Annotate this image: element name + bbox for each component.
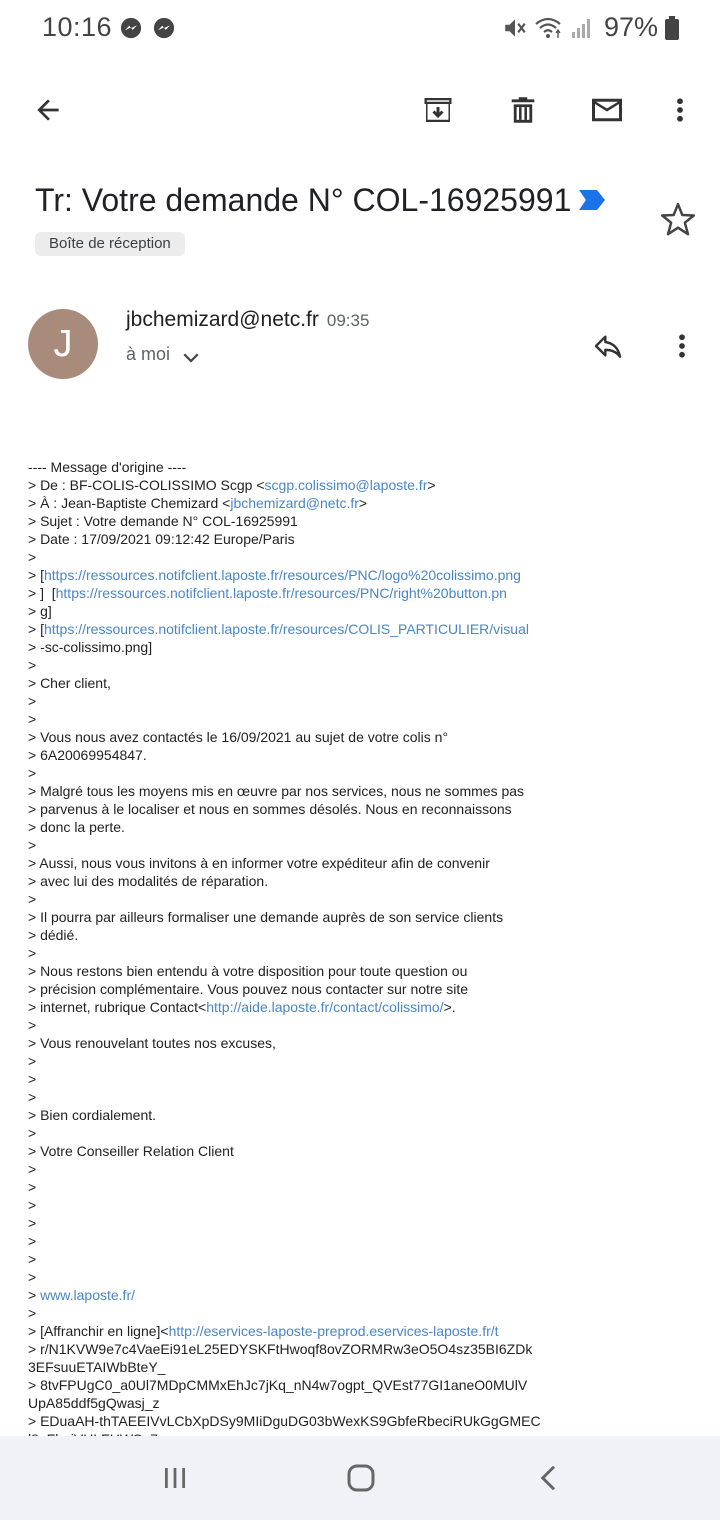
body-text-segment: > 8tvFPUgC0_a0Ul7MDpCMMxEhJc7jKq_nN4w7ogpt_QVEst77GI1aneO0MUlV <box>28 1377 528 1393</box>
body-line <box>28 1178 708 1196</box>
reply-button[interactable] <box>586 324 630 368</box>
body-line <box>28 1250 708 1268</box>
reply-icon <box>590 330 626 362</box>
body-line <box>28 782 708 800</box>
body-text-segment: > dédié. <box>28 927 79 943</box>
body-line <box>28 1088 708 1106</box>
subject-row <box>35 178 655 222</box>
body-link[interactable]: http://aide.laposte.fr/contact/colissimo/ <box>206 999 444 1015</box>
body-text-segment: > parvenus à le localiser et nous en sommes désolés. Nous en reconnaissons <box>28 801 512 817</box>
body-line <box>28 1124 708 1142</box>
body-line <box>28 962 708 980</box>
body-text-segment: > [ <box>28 567 44 583</box>
body-text-segment: > Vous nous avez contactés le 16/09/2021 au sujet de votre colis n° <box>28 729 449 745</box>
body-text-segment: > précision complémentaire. Vous pouvez nous contacter sur notre site <box>28 981 469 997</box>
body-line <box>28 1268 708 1286</box>
body-text-segment: > <box>28 945 37 961</box>
body-text-segment: > Cher client, <box>28 675 111 691</box>
body-text-segment: > Vous renouvelant toutes nos excuses, <box>28 1035 276 1051</box>
body-line <box>28 566 708 584</box>
body-text-segment: > internet, rubrique Contact< <box>28 999 207 1015</box>
inbox-label-chip[interactable]: Boîte de réception <box>35 232 185 256</box>
avatar[interactable]: J <box>28 309 98 379</box>
body-line <box>28 1340 708 1358</box>
body-text-segment: > [ <box>28 621 44 637</box>
body-line <box>28 1304 708 1322</box>
body-line <box>28 764 708 782</box>
body-line <box>28 1232 708 1250</box>
body-text-segment: > <box>28 711 37 727</box>
body-line <box>28 656 708 674</box>
archive-button[interactable] <box>414 86 462 134</box>
body-text-segment: > Date : 17/09/2021 09:12:42 Europe/Paris <box>28 531 295 547</box>
system-nav-bar <box>0 1436 720 1520</box>
body-text-segment: > <box>28 693 37 709</box>
body-line <box>28 602 708 620</box>
archive-icon <box>420 92 456 128</box>
recents-icon <box>160 1463 190 1493</box>
body-text-segment: > <box>28 1125 37 1141</box>
body-text-segment: ---- Message d'origine ---- <box>28 459 187 475</box>
body-line <box>28 1358 708 1376</box>
messenger-icon <box>153 17 175 39</box>
sender-name[interactable]: jbchemizard@netc.fr <box>126 308 319 331</box>
body-line <box>28 980 708 998</box>
body-line <box>28 1106 708 1124</box>
nav-back-icon <box>534 1463 564 1493</box>
mark-unread-icon <box>588 92 626 128</box>
body-text-segment: > Bien cordialement. <box>28 1107 157 1123</box>
body-line <box>28 494 708 512</box>
body-link[interactable]: scgp.colissimo@laposte.fr <box>264 477 428 493</box>
email-body <box>28 458 708 1434</box>
body-text-segment: > -sc-colissimo.png] <box>28 639 153 655</box>
body-line <box>28 998 708 1016</box>
body-line <box>28 620 708 638</box>
body-text-segment: > <box>28 1089 37 1105</box>
delete-button[interactable] <box>499 86 547 134</box>
body-line <box>28 638 708 656</box>
body-text-segment: > <box>28 891 37 907</box>
body-line <box>28 1160 708 1178</box>
body-text-segment: > <box>427 477 436 493</box>
sender-line <box>126 308 369 332</box>
body-text-segment: > Sujet : Votre demande N° COL-16925991 <box>28 513 298 529</box>
body-link[interactable]: http://eservices-laposte-preprod.eservices-laposte.fr/t <box>168 1323 499 1339</box>
back-arrow-icon <box>32 94 64 126</box>
more-vert-icon <box>667 330 697 362</box>
messenger-icon <box>120 17 142 39</box>
body-line <box>28 872 708 890</box>
home-button[interactable] <box>336 1458 386 1498</box>
body-text-segment: > [Affranchir en ligne]< <box>28 1323 169 1339</box>
body-text-segment: > Nous restons bien entendu à votre disposition pour toute question ou <box>28 963 468 979</box>
body-line <box>28 512 708 530</box>
wifi-icon <box>534 15 564 41</box>
body-line <box>28 584 708 602</box>
body-text-segment: > <box>28 549 37 565</box>
body-line <box>28 692 708 710</box>
body-text-segment: > <box>28 1215 37 1231</box>
home-icon <box>345 1462 377 1494</box>
body-text-segment: >. <box>443 999 456 1015</box>
body-text-segment: > g] <box>28 603 52 619</box>
body-text-segment: > <box>28 1251 37 1267</box>
body-text-segment: > avec lui des modalités de réparation. <box>28 873 269 889</box>
chevron-down-icon <box>182 351 200 365</box>
body-line <box>28 728 708 746</box>
nav-back-button[interactable] <box>524 1458 574 1498</box>
body-text-segment: > Il pourra par ailleurs formaliser une demande auprès de son service clients <box>28 909 504 925</box>
recipient-details[interactable] <box>126 344 200 365</box>
mark-unread-button[interactable] <box>583 86 631 134</box>
email-time: 09:35 <box>326 311 370 330</box>
more-vert-icon <box>665 92 695 128</box>
body-text-segment: > 6A20069954847. <box>28 747 147 763</box>
body-text-segment: > EDuaAH-thTAEEIVvLCbXpDSy9MIiDguDG03bWexKS9GbfeRbeciRUkGgGMEC <box>28 1413 541 1429</box>
status-time: 10:16 <box>42 12 113 42</box>
body-line <box>28 926 708 944</box>
sender-row <box>0 306 720 386</box>
body-line <box>28 1196 708 1214</box>
body-line <box>28 1052 708 1070</box>
body-line <box>28 530 708 548</box>
body-line <box>28 854 708 872</box>
body-text-segment: > <box>28 1071 37 1087</box>
body-line <box>28 674 708 692</box>
body-line <box>28 818 708 836</box>
body-line <box>28 710 708 728</box>
body-text-segment: > <box>358 495 368 511</box>
body-text-segment: > <box>28 1161 37 1177</box>
body-text-segment: > Votre Conseiller Relation Client <box>28 1143 234 1159</box>
body-link[interactable]: https://ressources.notifclient.laposte.fr/resources/PNC/right%20button.pn <box>55 585 507 601</box>
body-line <box>28 458 708 476</box>
body-link[interactable]: https://ressources.notifclient.laposte.fr/resources/COLIS_PARTICULIER/visual <box>43 621 529 637</box>
body-line <box>28 746 708 764</box>
body-line <box>28 1286 708 1304</box>
body-line <box>28 890 708 908</box>
body-line <box>28 1070 708 1088</box>
important-marker-icon[interactable] <box>577 188 607 217</box>
body-text-segment: > <box>28 1269 37 1285</box>
body-link[interactable]: www.laposte.fr/ <box>40 1287 136 1303</box>
body-line <box>28 1376 708 1394</box>
body-line <box>28 908 708 926</box>
back-button[interactable] <box>24 86 72 134</box>
body-line <box>28 1016 708 1034</box>
body-text-segment: 3EFsuuETAIWbBteY_ <box>28 1359 166 1375</box>
body-line <box>28 1142 708 1160</box>
body-line <box>28 836 708 854</box>
status-bar <box>0 0 720 56</box>
body-line <box>28 800 708 818</box>
body-text-segment: > De : BF-COLIS-COLISSIMO Scgp < <box>28 477 265 493</box>
signal-icon <box>570 15 594 41</box>
body-line <box>28 548 708 566</box>
body-line <box>28 1412 708 1430</box>
body-text-segment: > <box>28 1233 37 1249</box>
body-text-segment: > <box>28 765 37 781</box>
battery-icon <box>664 15 680 41</box>
message-more-button[interactable] <box>660 324 704 368</box>
body-text-segment: UpA85ddf5gQwasj_z <box>28 1395 160 1411</box>
recipient-label: à moi <box>126 344 171 364</box>
body-line <box>28 1322 708 1340</box>
body-text-segment: > <box>28 1017 37 1033</box>
app-bar <box>0 78 720 142</box>
body-text-segment: > r/N1KVW9e7c4VaeEi91eL25EDYSKFtHwoqf8ovZORMRw3eO5O4sz35BI6ZDk <box>28 1341 533 1357</box>
body-text-segment: > <box>28 657 37 673</box>
body-text-segment: > <box>28 837 37 853</box>
body-text-segment: > <box>28 1053 37 1069</box>
body-link[interactable]: https://ressources.notifclient.laposte.fr/resources/PNC/logo%20colissimo.png <box>43 567 521 583</box>
body-text-segment: > ] [ <box>28 585 56 601</box>
body-line <box>28 476 708 494</box>
battery-percent: 97% <box>603 12 658 42</box>
body-text-segment: > <box>28 1179 37 1195</box>
body-text-segment: > donc la perte. <box>28 819 125 835</box>
body-link[interactable]: jbchemizard@netc.fr <box>230 495 359 511</box>
body-line <box>28 1214 708 1232</box>
star-icon[interactable] <box>658 200 698 240</box>
body-line <box>28 944 708 962</box>
body-text-segment: > <box>28 1305 37 1321</box>
body-text-segment: > <box>28 1287 41 1303</box>
body-text-segment: > <box>28 1197 37 1213</box>
mute-icon <box>502 15 528 41</box>
body-line <box>28 1394 708 1412</box>
recents-button[interactable] <box>150 1458 200 1498</box>
more-options-button[interactable] <box>656 86 704 134</box>
body-text-segment: > À : Jean-Baptiste Chemizard < <box>28 495 231 511</box>
body-text-segment: > Malgré tous les moyens mis en œuvre par nos services, nous ne sommes pas <box>28 783 525 799</box>
email-subject: Tr: Votre demande N° COL-16925991 <box>35 182 572 218</box>
delete-icon <box>506 92 540 128</box>
body-line <box>28 1034 708 1052</box>
body-text-segment: > Aussi, nous vous invitons à en informer votre expéditeur afin de convenir <box>28 855 490 871</box>
